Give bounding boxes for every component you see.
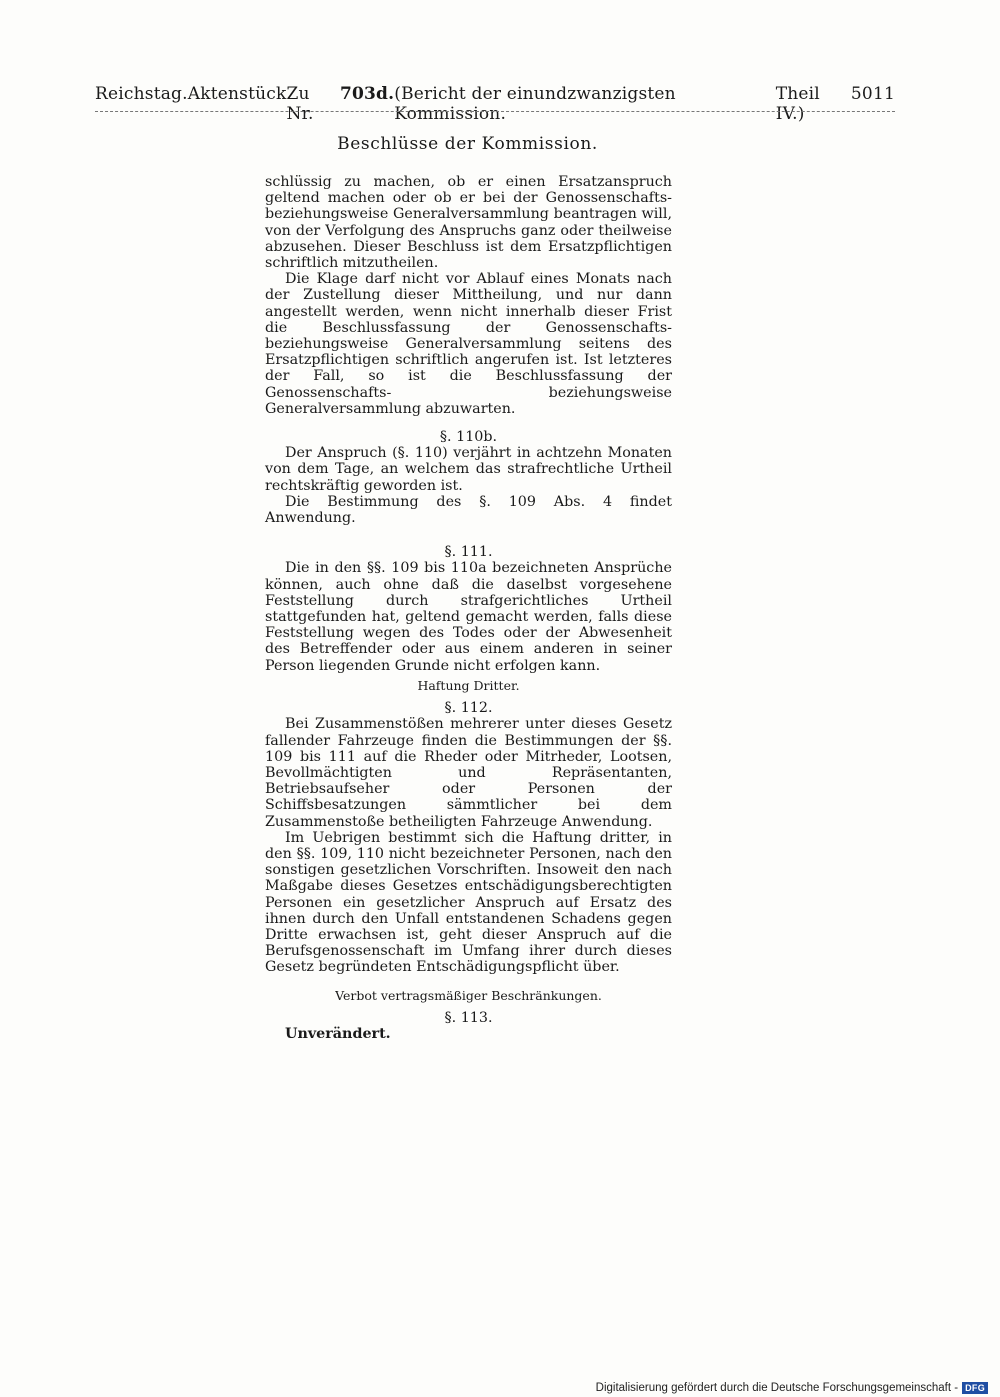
digitization-credit [596, 1381, 988, 1395]
dfg-logo: DFG [962, 1382, 988, 1394]
header-document-label: Aktenstück [187, 84, 287, 104]
paragraph: Die Klage darf nicht vor Ablauf eines Monats nach der Zustellung dieser Mittheilung, und nur dann angestellt werden, wenn nicht innerhalb dieser Frist die Beschlussfassung der Genossenschafts- beziehungsweise Generalversammlung seitens des Ersatzpflichtigen schriftlich angerufen ist. Ist letzteres der Fall, so ist die Beschlussfassung der Genossenschafts- beziehungsweise Generalversammlung abzuwarten. [265, 271, 672, 417]
section-heading-113: §. 113. [444, 1009, 493, 1026]
credit-text: Digitalisierung gefördert durch die Deutsche Forschungsgemeinschaft - [595, 1382, 959, 1394]
page-number: 5011 [850, 84, 895, 104]
paragraph: Der Anspruch (§. 110) verjährt in achtzehn Monaten von dem Tage, an welchem das strafrechtliche Urtheil rechtskräftig geworden ist. [265, 445, 672, 494]
paragraph: schlüssig zu machen, ob er einen Ersatzanspruch geltend machen oder ob er bei der Genossenschafts- beziehungsweise Generalversammlung beantragen will, von der Verfolgung des Anspruchs ganz oder theilweise abzusehen. Dieser Beschluss ist dem Ersatzpflichtigen schriftlich mitzutheilen. [265, 174, 672, 272]
header-document-number: 703d. [339, 84, 395, 104]
header-part: Theil IV.) [775, 84, 820, 124]
paragraph: Die in den §§. 109 bis 110a bezeichneten Ansprüche können, auch ohne daß die daselbst vorgesehene Feststellung durch strafgerichtliches Urtheil stattgefunden hat, geltend gemacht werden, falls diese Feststellung wegen des Todes oder der Abwesenheit des Betreffender oder aus einem anderen in seiner Person liegenden Grunde nicht erfolgen kann. [265, 560, 672, 674]
header-zu-nr: Zu Nr. [286, 84, 314, 124]
section-heading-111: §. 111. [444, 544, 493, 561]
paragraph: Die Bestimmung des §. 109 Abs. 4 findet Anwendung. [265, 493, 672, 527]
header-report-title: (Bericht der einundzwanzigsten Kommission. [394, 84, 676, 124]
header-parliament: Reichstag. [95, 84, 188, 104]
section-heading-112: §. 112. [444, 700, 493, 717]
header-rule [95, 111, 895, 112]
subheading-verbot: Verbot vertragsmäßiger Beschränkungen. [335, 987, 602, 1003]
paragraph: Bei Zusammenstößen mehrerer unter dieses Gesetz fallender Fahrzeuge finden die Bestimmungen der §§. 109 bis 111 auf die Rheder oder Mitrheder, Lootsen, Bevollmächtigten und Repräsentanten, Betriebsaufseher oder Personen der Schiffsbesatzungen sämmtlicher bei dem Zusammenstoße betheiligten Fahrzeuge Anwendung. [265, 716, 672, 830]
section-heading-110b: §. 110b. [439, 429, 498, 446]
document-body [265, 174, 672, 1042]
paragraph: Im Uebrigen bestimmt sich die Haftung dritter, in den §§. 109, 110 nicht bezeichneter Personen, nach den sonstigen gesetzlichen Vorschriften. Insoweit den nach Maßgabe dieses Gesetzes entschädigungsberechtigten Personen ein gesetzlicher Anspruch auf Ersatz des ihnen durch den Unfall entstandenen Schadens gegen Dritte erwachsen ist, geht dieser Anspruch auf die Berufsgenossenschaft im Umfang ihrer durch dieses Gesetz begründeten Entschädigungspflicht über. [265, 829, 672, 976]
section-title: Beschlüsse der Kommission. [337, 134, 598, 154]
paragraph-unveraendert: Unverändert. [285, 1025, 391, 1042]
page-header [95, 84, 895, 124]
subheading-haftung: Haftung Dritter. [417, 677, 520, 693]
